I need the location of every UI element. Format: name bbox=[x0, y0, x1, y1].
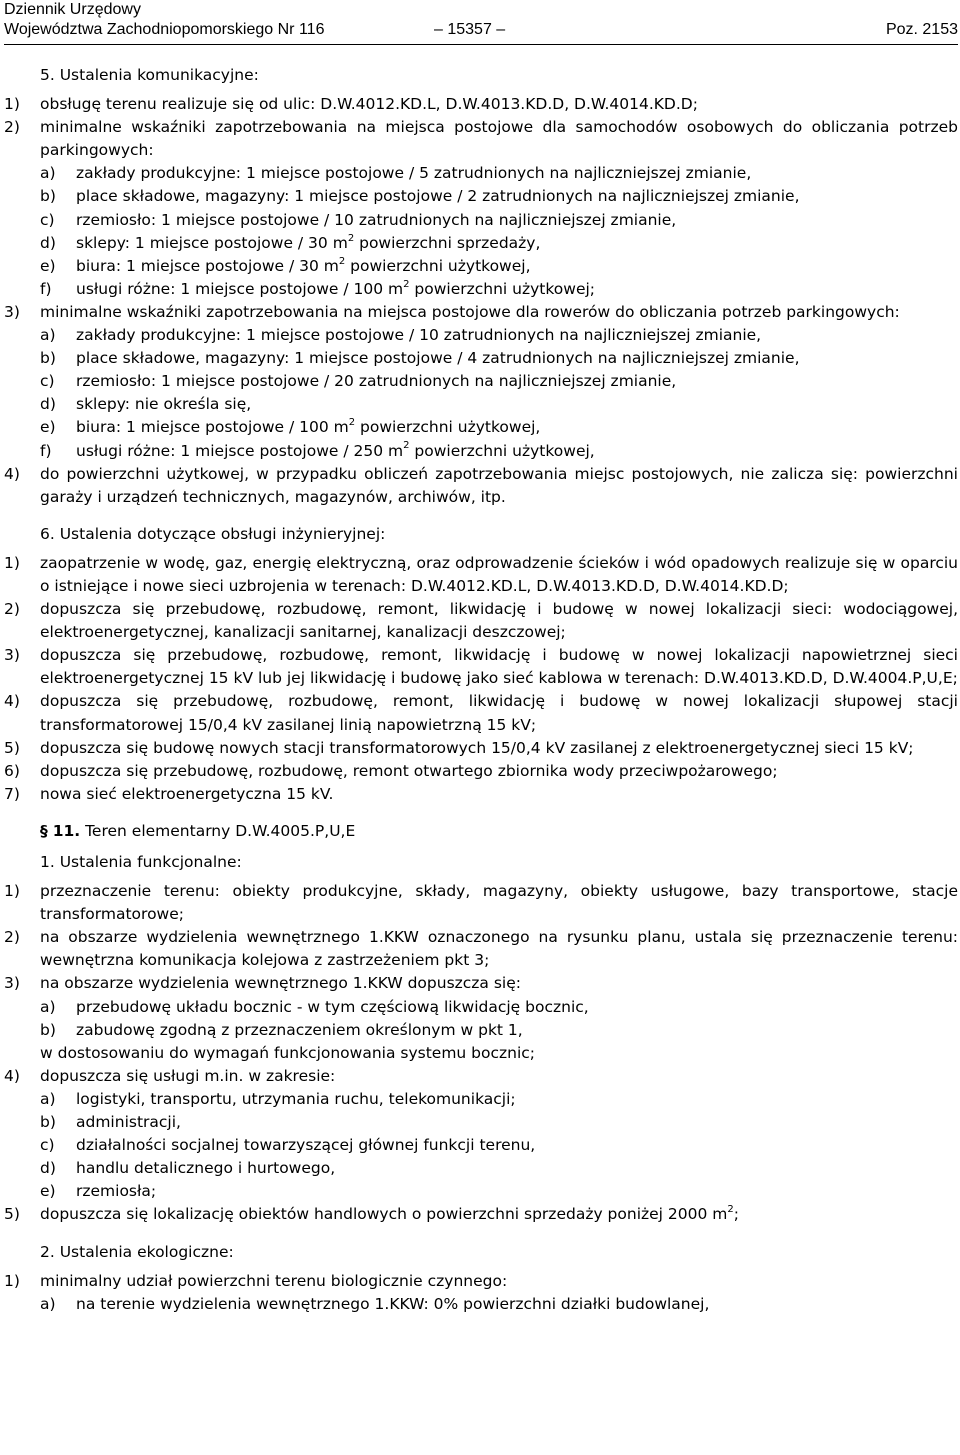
list-item: 5) dopuszcza się lokalizację obiektów handlowych o powierzchni sprzedaży poniżej 2000 $m^2$; bbox=[4, 1204, 739, 1224]
sub-list-item: c) działalności socjalnej towarzyszącej głównej funkcji terenu, bbox=[40, 1136, 536, 1155]
sub-list-item: a) zakłady produkcyjne: 1 miejsce postojowe / 10 zatrudnionych na najliczniejszej zmianie, bbox=[40, 326, 762, 345]
sub-list-item: e) biura: 1 miejsce postojowe / 100 $m^2$ powierzchni użytkowej, bbox=[40, 417, 541, 437]
sub-list-item: a) logistyki, transportu, utrzymania ruchu, telekomunikacji; bbox=[40, 1089, 516, 1108]
sub-list-item: e) biura: 1 miejsce postojowe / 30 $m^2$ powierzchni użytkowej, bbox=[40, 255, 531, 275]
list-item: 5) dopuszcza się budowę nowych stacji transformatorowych 15/0,4 kV zasilanej z elektroenergetycznej sieci 15 kV; bbox=[4, 738, 914, 757]
list-item: 1) zaopatrzenie w wodę, gaz, energię elektryczną, oraz odprowadzenie ścieków i wód opadowych realizuje się w oparciu o istniejące i nowe sieci uzbrojenia w terenach: D.W.4012.KD.L, D.W.4013.KD.D, D.W.4014.KD.D; bbox=[4, 553, 958, 595]
sub-list-item: d) sklepy: nie określa się, bbox=[40, 395, 252, 414]
list-item: 2) dopuszcza się przebudowę, rozbudowę, remont, likwidację i budowę w nowej lokalizacji sieci: wodociągowej, elektroenergetycznej, kanalizacji sanitarnej, kanalizacji deszczowej; bbox=[4, 600, 958, 642]
sub-list-item: b) place składowe, magazyny: 1 miejsce postojowe / 4 zatrudnionych na najliczniejszej zmianie, bbox=[40, 349, 800, 368]
list-item: 4) do powierzchni użytkowej, w przypadku obliczeń zapotrzebowania miejsc postojowych, nie zalicza się: powierzchni garaży i urządzeń technicznych, magazynów, archiwów, itp. bbox=[4, 464, 958, 506]
page-header bbox=[4, 0, 958, 45]
position-number: Poz. 2153 bbox=[885, 21, 958, 38]
list-item: 3) minimalne wskaźniki zapotrzebowania na miejsca postojowe dla rowerów do obliczania potrzeb parkingowych: bbox=[4, 302, 900, 321]
page-number: – 15357 – bbox=[434, 21, 506, 38]
paragraph-title: Teren elementarny D.W.4005.P,U,E bbox=[85, 821, 356, 840]
list-item: 2) minimalne wskaźniki zapotrzebowania na miejsca postojowe dla samochodów osobowych do obliczania potrzeb parkingowych: bbox=[4, 118, 958, 160]
sub-list-item: a) na terenie wydzielenia wewnętrznego 1.KKW: 0% powierzchni działki budowlanej, bbox=[40, 1294, 710, 1313]
list-item: 4) dopuszcza się przebudowę, rozbudowę, remont, likwidację i budowę w nowej lokalizacji słupowej stacji transformatorowej 15/0,4 kV zasilanej linią napowietrzną 15 kV; bbox=[4, 692, 958, 734]
section-heading-ecological: 2. Ustalenia ekologiczne: bbox=[40, 1242, 234, 1261]
sub-list-item: f) usługi różne: 1 miejsce postojowe / 100 $m^2$ powierzchni użytkowej; bbox=[40, 278, 596, 298]
section-sign: § bbox=[40, 821, 48, 840]
sub-list-item: c) rzemiosło: 1 miejsce postojowe / 20 zatrudnionych na najliczniejszej zmianie, bbox=[40, 372, 677, 391]
section-heading-functional: 1. Ustalenia funkcjonalne: bbox=[40, 853, 242, 871]
journal-region: Województwa Zachodniopomorskiego Nr 116 bbox=[4, 21, 325, 38]
list-item: 3) na obszarze wydzielenia wewnętrznego 1.KKW dopuszcza się: bbox=[4, 974, 521, 993]
document-body bbox=[4, 60, 958, 1316]
list-item: 2) na obszarze wydzielenia wewnętrznego 1.KKW oznaczonego na rysunku planu, ustala się przeznaczenie terenu: wewnętrzna komunikacja kolejowa z zastrzeżeniem pkt 3; bbox=[4, 928, 958, 970]
list-item: 3) dopuszcza się przebudowę, rozbudowę, remont, likwidację i budowę w nowej lokalizacji napowietrznej sieci elektroenergetycznej 15 kV lub jej likwidację i budowę jako sieć kablowa w terenach: D.W.4013.KD.D, D.W.4004.P,U,E; bbox=[4, 646, 958, 688]
list-item: 1) przeznaczenie terenu: obiekty produkcyjne, składy, magazyny, obiekty usługowe, bazy transportowe, stacje transformatorowe; bbox=[4, 882, 958, 924]
sub-list-item: e) rzemiosła; bbox=[40, 1182, 157, 1201]
sub-list-item: a) zakłady produkcyjne: 1 miejsce postojowe / 5 zatrudnionych na najliczniejszej zmianie, bbox=[40, 164, 752, 183]
sub-list-item: b) place składowe, magazyny: 1 miejsce postojowe / 2 zatrudnionych na najliczniejszej zmianie, bbox=[40, 187, 800, 206]
sub-list-item: c) rzemiosło: 1 miejsce postojowe / 10 zatrudnionych na najliczniejszej zmianie, bbox=[40, 210, 677, 229]
journal-title: Dziennik Urzędowy bbox=[4, 1, 141, 18]
list-item: 1) obsługę terenu realizuje się od ulic: D.W.4012.KD.L, D.W.4013.KD.D, D.W.4014.KD.D; bbox=[4, 95, 698, 114]
sub-list-item: f) usługi różne: 1 miejsce postojowe / 250 $m^2$ powierzchni użytkowej, bbox=[40, 440, 595, 460]
paragraph-heading bbox=[40, 820, 958, 843]
list-continuation: w dostosowaniu do wymagań funkcjonowania systemu bocznic; bbox=[40, 1043, 536, 1062]
list-item: 1) minimalny udział powierzchni terenu biologicznie czynnego: bbox=[4, 1271, 508, 1290]
sub-list-item: b) administracji, bbox=[40, 1113, 181, 1132]
sub-list-item: d) sklepy: 1 miejsce postojowe / 30 $m^2$ powierzchni sprzedaży, bbox=[40, 232, 541, 252]
section-heading-communication: 5. Ustalenia komunikacyjne: bbox=[40, 66, 259, 84]
sub-list-item: b) zabudowę zgodną z przeznaczeniem określonym w pkt 1, bbox=[40, 1020, 523, 1039]
list-item: 4) dopuszcza się usługi m.in. w zakresie: bbox=[4, 1066, 336, 1085]
section-heading-engineering: 6. Ustalenia dotyczące obsługi inżynieryjnej: bbox=[40, 524, 386, 543]
list-item: 6) dopuszcza się przebudowę, rozbudowę, remont otwartego zbiornika wody przeciwpożarowego; bbox=[4, 761, 778, 780]
sub-list-item: a) przebudowę układu bocznic - w tym częściową likwidację bocznic, bbox=[40, 997, 589, 1016]
sub-list-item: d) handlu detalicznego i hurtowego, bbox=[40, 1159, 336, 1178]
paragraph-number: 11. bbox=[52, 821, 81, 840]
list-item: 7) nowa sieć elektroenergetyczna 15 kV. bbox=[4, 784, 334, 803]
